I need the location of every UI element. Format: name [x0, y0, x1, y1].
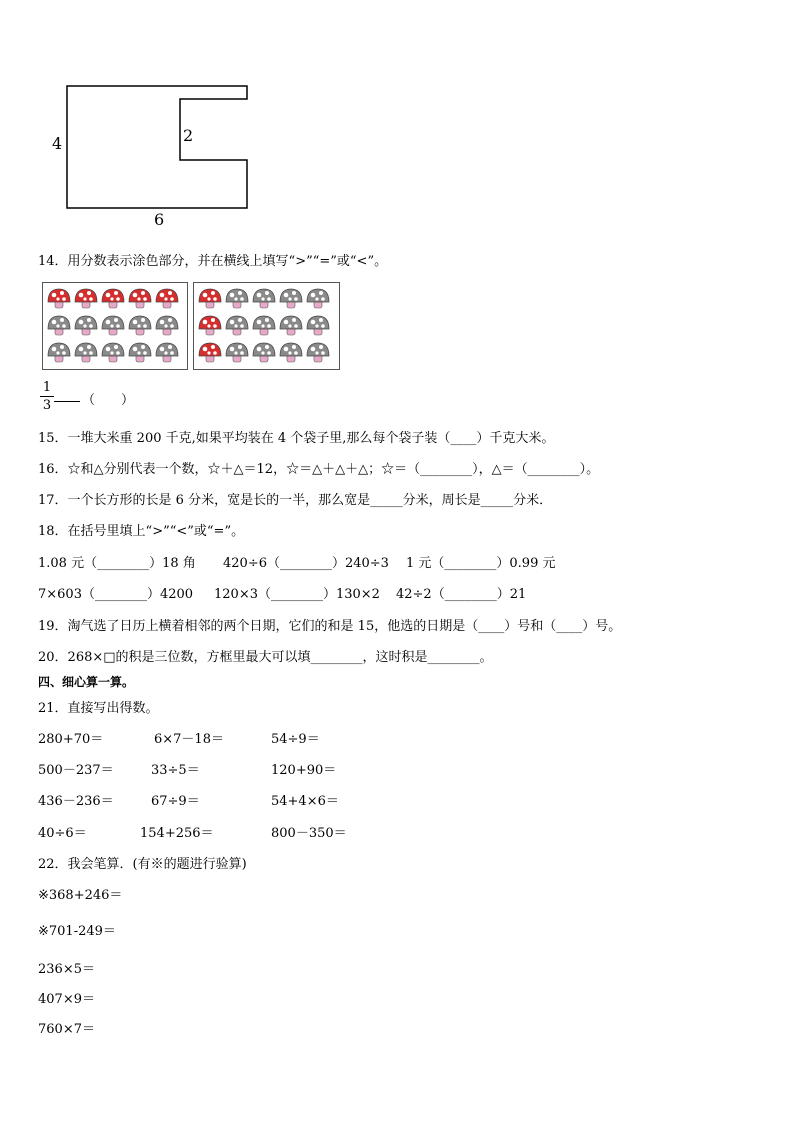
- gray-mushroom-icon: [48, 316, 70, 335]
- q18-r2-c3: 42÷2（________）21: [396, 587, 527, 602]
- q18-r1-c2: 420÷6（________）240÷3: [223, 556, 389, 571]
- gray-mushroom-icon: [75, 316, 97, 335]
- gray-mushroom-icon: [226, 289, 248, 308]
- fraction-one-third: [40, 380, 54, 413]
- shape-figure: [48, 80, 268, 244]
- calc-r1-c3: 54÷9＝: [271, 732, 320, 747]
- calc-r4-c2: 154+256＝: [140, 826, 214, 841]
- q18-r2-c1: 7×603（________）4200: [38, 587, 194, 602]
- gray-mushroom-icon: [102, 343, 124, 362]
- gray-mushroom-icon: [102, 316, 124, 335]
- gray-mushroom-icon: [48, 343, 70, 362]
- mushroom-box-1: [42, 282, 188, 370]
- label-inner: 2: [183, 126, 194, 145]
- gray-mushroom-icon: [156, 316, 178, 335]
- q19-text: 19．淘气选了日历上横着相邻的两个日期，它们的和是 15，他选的日期是（____）号和（____）号。: [38, 619, 622, 634]
- mushroom-box-2: [193, 282, 340, 370]
- gray-mushroom-icon: [280, 289, 302, 308]
- q22-item-4: 407×9＝: [38, 992, 95, 1007]
- answer-blank[interactable]: [54, 389, 80, 406]
- calc-r4-c3: 800－350＝: [271, 826, 347, 841]
- gray-mushroom-icon: [129, 343, 151, 362]
- red-mushroom-icon: [199, 343, 221, 362]
- gray-mushroom-icon: [75, 343, 97, 362]
- q15-text: 15．一堆大米重 200 千克,如果平均装在 4 个袋子里,那么每个袋子装（____）千克大米。: [38, 431, 555, 446]
- frac-numerator: 1: [42, 380, 52, 395]
- q14-paren[interactable]: （ ）: [82, 393, 135, 408]
- calc-r4-c1: 40÷6＝: [38, 826, 87, 841]
- calc-r2-c3: 120+90＝: [271, 763, 337, 778]
- label-left: 4: [52, 134, 63, 153]
- red-mushroom-icon: [129, 289, 151, 308]
- calc-r1-c2: 6×7－18＝: [154, 732, 224, 747]
- q18-text: 18．在括号里填上“>”“<”或“=”。: [38, 524, 245, 539]
- q22-item-3: 236×5＝: [38, 962, 95, 977]
- q18-r1-c1: 1.08 元（________）18 角: [38, 556, 196, 571]
- red-mushroom-icon: [199, 316, 221, 335]
- red-mushroom-icon: [102, 289, 124, 308]
- gray-mushroom-icon: [253, 343, 275, 362]
- mushroom-grid-2: [194, 283, 339, 369]
- gray-mushroom-icon: [307, 289, 329, 308]
- q22-text: 22．我会笔算．(有※的题进行验算): [38, 857, 247, 872]
- gray-mushroom-icon: [280, 343, 302, 362]
- calc-r3-c2: 67÷9＝: [151, 794, 200, 809]
- q22-item-5: 760×7＝: [38, 1022, 95, 1037]
- section-4-heading: 四、细心算一算。: [38, 675, 135, 689]
- calc-r3-c3: 54+4×6＝: [271, 794, 339, 809]
- gray-mushroom-icon: [307, 343, 329, 362]
- frac-denominator: 3: [42, 398, 52, 413]
- q14-text: 14．用分数表示涂色部分，并在横线上填写“>”“=”或“<”。: [38, 254, 388, 269]
- q18-r1-c3: 1 元（________）0.99 元: [406, 556, 556, 571]
- calc-r2-c2: 33÷5＝: [151, 763, 200, 778]
- calc-r1-c1: 280+70＝: [38, 732, 104, 747]
- gray-mushroom-icon: [226, 316, 248, 335]
- q18-r2-c2: 120×3（________）130×2: [214, 587, 380, 602]
- gray-mushroom-icon: [307, 316, 329, 335]
- red-mushroom-icon: [156, 289, 178, 308]
- q17-text: 17．一个长方形的长是 6 分米，宽是长的一半，那么宽是_____分米，周长是_____分米．: [38, 493, 553, 508]
- calc-r2-c1: 500－237＝: [38, 763, 114, 778]
- gray-mushroom-icon: [129, 316, 151, 335]
- calc-r3-c1: 436－236＝: [38, 794, 114, 809]
- gray-mushroom-icon: [226, 343, 248, 362]
- q20-text: 20．268×□的积是三位数，方框里最大可以填________，这时积是________。: [38, 650, 493, 665]
- red-mushroom-icon: [48, 289, 70, 308]
- q21-text: 21．直接写出得数。: [38, 701, 159, 716]
- gray-mushroom-icon: [253, 289, 275, 308]
- red-mushroom-icon: [75, 289, 97, 308]
- gray-mushroom-icon: [156, 343, 178, 362]
- gray-mushroom-icon: [280, 316, 302, 335]
- q16-text: 16．☆和△分别代表一个数，☆＋△＝12，☆＝△＋△＋△；☆＝（________），△＝（________）。: [38, 462, 600, 477]
- label-bottom: 6: [154, 210, 165, 229]
- red-mushroom-icon: [199, 289, 221, 308]
- q22-item-2: ※701-249＝: [38, 924, 116, 939]
- gray-mushroom-icon: [253, 316, 275, 335]
- q22-item-1: ※368+246＝: [38, 888, 123, 903]
- mushroom-grid-1: [43, 283, 187, 369]
